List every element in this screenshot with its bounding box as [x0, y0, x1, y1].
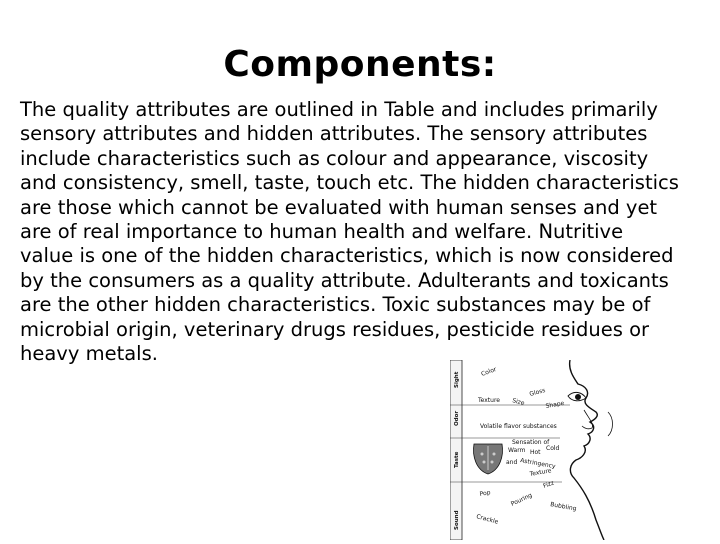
tongue-papilla — [483, 461, 486, 464]
sound-label-fizz: Fizz — [542, 479, 556, 490]
sight-label-shape: Shape — [545, 399, 565, 410]
body-line: heavy metals. — [20, 342, 158, 366]
taste-label-warm: Warm — [508, 447, 526, 454]
sight-label-texture: Texture — [478, 397, 500, 404]
eye-pupil — [575, 394, 581, 400]
sensory-diagram — [450, 360, 618, 540]
sight-label-size: Size — [511, 397, 526, 408]
face-profile — [570, 360, 604, 540]
taste-label-cold: Cold — [546, 445, 560, 452]
side-label-sound: Sound — [454, 510, 460, 530]
tongue-papilla — [493, 453, 496, 456]
sound-label-pouring: Pouring — [509, 491, 534, 508]
taste-label-astringency: Astringency — [519, 457, 556, 471]
body-line: The quality attributes are outlined in Table and includes primarily — [20, 98, 658, 121]
body-line: are the other hidden characteristics. Toxic substances may be of — [20, 293, 651, 317]
sight-label-gloss: Gloss — [528, 386, 547, 398]
body-line: include characteristics such as colour and appearance, viscosity — [20, 146, 649, 170]
body-line: by the consumers as a quality attribute. Adulterants and toxicants — [20, 268, 669, 292]
nose-shape — [582, 410, 593, 429]
body-line: sensory attributes and hidden attributes. The sensory attributes — [20, 122, 648, 146]
sight-label-color: Color — [480, 365, 498, 378]
odor-label-volatile: Volatile flavor substances — [480, 423, 557, 430]
taste-label-hot: Hot — [530, 449, 541, 456]
side-label-sight: Sight — [454, 371, 460, 388]
ear-shape — [608, 412, 613, 436]
sound-label-bubbling: Bubbling — [549, 501, 577, 513]
body-line: are those which cannot be evaluated with human senses and yet — [20, 195, 658, 219]
sound-label-crackle: Crackle — [475, 513, 499, 526]
sensory-attributes-figure — [450, 360, 618, 540]
side-label-odor: Odor — [454, 410, 460, 426]
taste-label-sensation: Sensation of — [512, 439, 550, 446]
side-label-taste: Taste — [454, 451, 460, 468]
tongue-papilla — [481, 453, 484, 456]
body-line: are of real importance to human health and welfare. Nutritive — [20, 220, 624, 244]
slide-title: Components: — [223, 44, 497, 85]
taste-label-and: and — [506, 459, 518, 466]
body-line: microbial origin, veterinary drugs residues, pesticide residues or — [20, 317, 650, 341]
body-line: value is one of the hidden characteristics, which is now considered — [20, 244, 674, 268]
taste-label-texture: Texture — [529, 467, 552, 478]
sound-label-pop: Pop — [479, 489, 492, 498]
body-paragraph — [20, 98, 710, 366]
tongue-papilla — [491, 461, 494, 464]
body-line: and consistency, smell, taste, touch etc. The hidden characteristics — [20, 171, 679, 195]
